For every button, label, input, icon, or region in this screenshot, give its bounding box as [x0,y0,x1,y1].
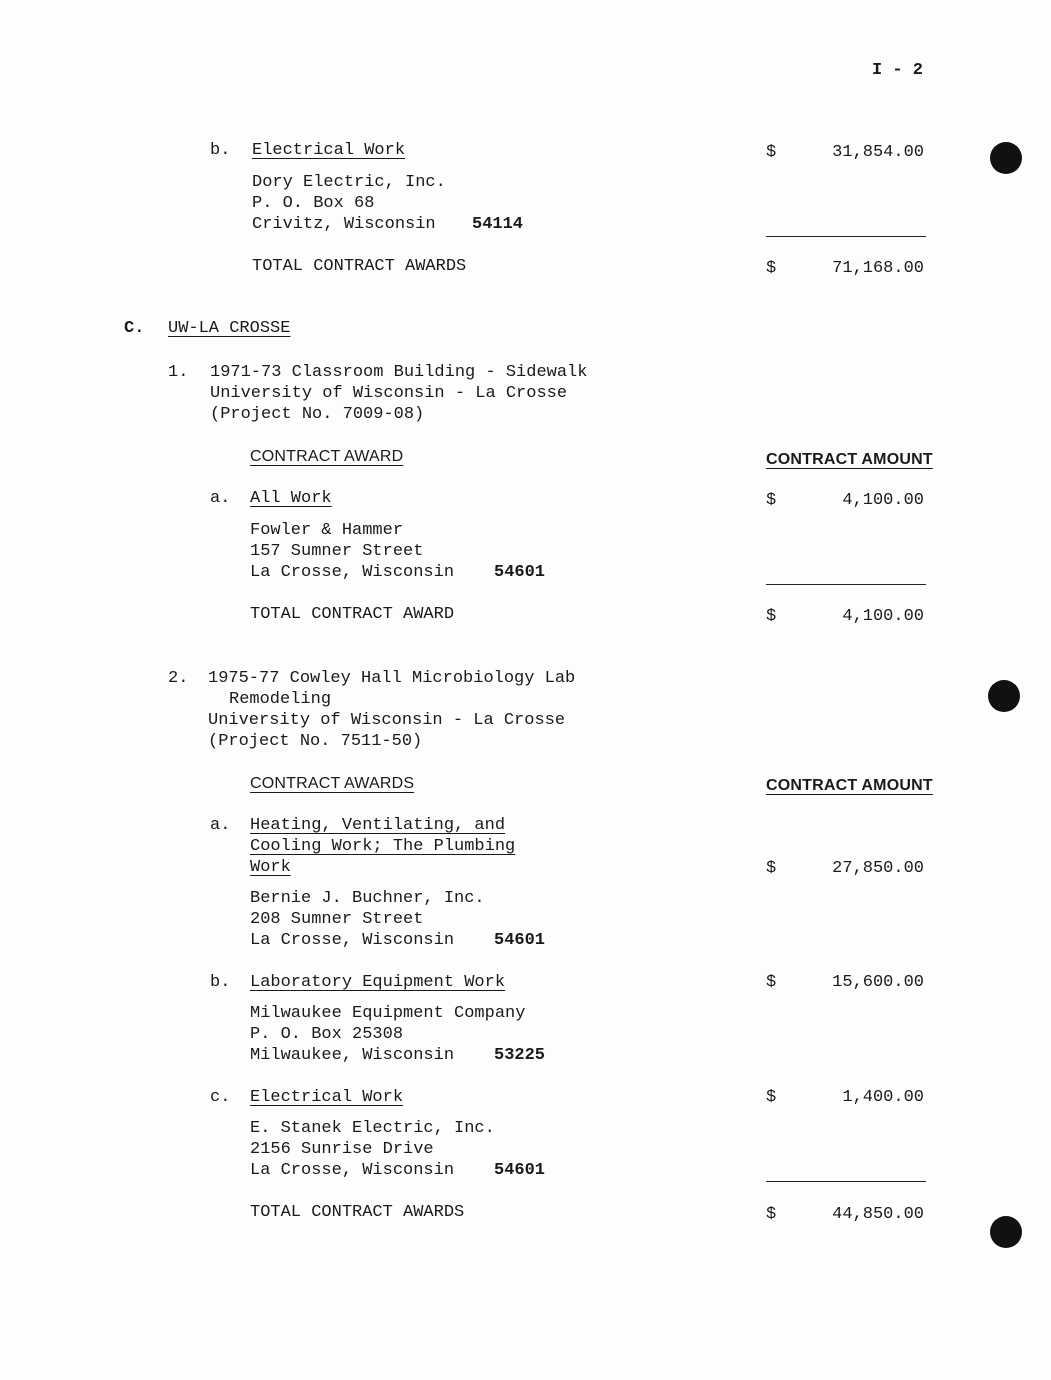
item-letter: b. [210,141,231,160]
item-title: Heating, Ventilating, and [250,816,506,835]
award-header: CONTRACT AWARDS [250,775,415,792]
contractor-city: La Crosse, Wisconsin [250,931,455,950]
total-label: TOTAL CONTRACT AWARD [250,605,455,624]
currency-symbol: $ [766,1088,777,1107]
contractor-city: La Crosse, Wisconsin [250,563,455,582]
total-amount: 44,850.00 [832,1205,924,1224]
contractor-address: 208 Sumner Street [250,910,424,929]
total-amount: 71,168.00 [832,259,924,278]
project-title-continued: Remodeling [229,690,332,709]
contractor-name: Dory Electric, Inc. [252,173,446,192]
contractor-name: Milwaukee Equipment Company [250,1004,526,1023]
contractor-zip: 54114 [472,215,524,234]
item-amount: 31,854.00 [832,143,924,162]
punch-hole [990,1216,1022,1248]
item-amount: 27,850.00 [832,859,924,878]
item-amount: 4,100.00 [842,491,924,510]
contractor-address: P. O. Box 25308 [250,1025,404,1044]
section-title: UW-LA CROSSE [168,319,291,338]
contractor-name: E. Stanek Electric, Inc. [250,1119,495,1138]
currency-symbol: $ [766,859,777,878]
amount-header: CONTRACT AMOUNT [766,777,933,794]
section-letter: C. [124,319,145,338]
contractor-city: Milwaukee, Wisconsin [250,1046,455,1065]
project-number: 2. [168,669,189,688]
currency-symbol: $ [766,491,777,510]
total-rule [766,236,926,237]
punch-hole [990,142,1022,174]
currency-symbol: $ [766,1205,777,1224]
contractor-zip: 54601 [494,563,546,582]
contractor-name: Fowler & Hammer [250,521,404,540]
item-title: Electrical Work [250,1088,404,1107]
item-letter: a. [210,489,231,508]
project-title: 1971-73 Classroom Building - Sidewalk [210,363,588,382]
item-letter: a. [210,816,231,835]
currency-symbol: $ [766,973,777,992]
project-institution: University of Wisconsin - La Crosse [210,384,568,403]
item-letter: c. [210,1088,231,1107]
item-title: Laboratory Equipment Work [250,973,506,992]
contractor-zip: 54601 [494,931,546,950]
item-amount: 15,600.00 [832,973,924,992]
project-number: 1. [168,363,189,382]
award-header: CONTRACT AWARD [250,448,404,465]
contractor-address: 157 Sumner Street [250,542,424,561]
amount-header: CONTRACT AMOUNT [766,451,933,468]
contractor-city: Crivitz, Wisconsin [252,215,436,234]
project-id: (Project No. 7511-50) [208,732,423,751]
punch-hole [988,680,1020,712]
project-id: (Project No. 7009-08) [210,405,425,424]
total-label: TOTAL CONTRACT AWARDS [250,1203,465,1222]
item-title: Electrical Work [252,141,406,160]
contractor-city: La Crosse, Wisconsin [250,1161,455,1180]
item-title: All Work [250,489,332,508]
total-amount: 4,100.00 [842,607,924,626]
contractor-name: Bernie J. Buchner, Inc. [250,889,485,908]
currency-symbol: $ [766,607,777,626]
project-institution: University of Wisconsin - La Crosse [208,711,566,730]
contractor-zip: 53225 [494,1046,546,1065]
total-rule [766,584,926,585]
currency-symbol: $ [766,259,777,278]
item-title-line3: Work [250,858,291,877]
contractor-address: 2156 Sunrise Drive [250,1140,434,1159]
total-rule [766,1181,926,1182]
page-number: I - 2 [872,61,924,80]
total-label: TOTAL CONTRACT AWARDS [252,257,467,276]
currency-symbol: $ [766,143,777,162]
item-amount: 1,400.00 [842,1088,924,1107]
contractor-zip: 54601 [494,1161,546,1180]
item-title-line2: Cooling Work; The Plumbing [250,837,516,856]
project-title: 1975-77 Cowley Hall Microbiology Lab [208,669,576,688]
item-letter: b. [210,973,231,992]
contractor-address: P. O. Box 68 [252,194,375,213]
